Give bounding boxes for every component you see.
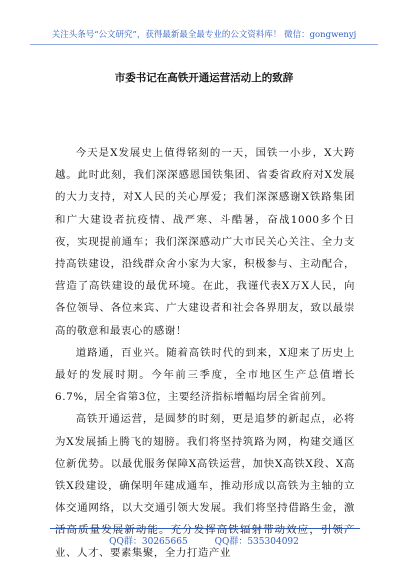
- document-body: [55, 142, 355, 564]
- paragraph: 道路通，百业兴。随着高铁时代的到来，X迎来了历史上最好的发展时期。今年前三季度，全市地区生产总值增长6.7%，居全省第3位，主要经济指标增幅均居全省前列。: [55, 346, 355, 404]
- header-divider: [30, 44, 378, 45]
- document-title: 市委书记在高铁开通运营活动上的致辞: [114, 72, 294, 84]
- footer-contact: [0, 534, 408, 547]
- qq-group-1: QQ群：30265665: [109, 537, 188, 547]
- footer-divider: [50, 528, 360, 529]
- paragraph: 今天是X发展史上值得铭刻的一天，国铁一小步，X大跨越。此时此刻，我们深深感恩国铁集团、省委省政府对X发展的大力支持，对X人民的关心厚爱；我们深深感谢X铁路集团和广大建设者抗疫情、战严寒、斗酷暑，奋战1000多个日夜，实现提前通车；我们深深感动广大市民关心关注、全力支持高铁建设，沿线群众舍小家为大家，积极参与、主动配合，营造了高铁建设的最优环境。在此，我谨代表X万X人民，向各位领导、各位来宾、广大建设者和社会各界朋友，致以最崇高的敬意和最衷心的感谢！: [55, 147, 355, 337]
- header-note: 关注头条号“公文研究”，获得最新最全最专业的公文资料库！ 微信：gongwenyj: [51, 30, 357, 40]
- qq-group-2: QQ群：535304092: [214, 537, 299, 547]
- paragraph: 高铁开通运营，是圆梦的时刻，更是追梦的新起点，必将为X发展插上腾飞的翅膀。我们将坚持筑路为网，构建交通区位新优势。以最优服务保障X高铁运营，加快X高铁X段、X高铁X段建设，确保明年建成通车，推动形成以高铁为主轴的立体交通网络，以大交通引领大发展。我们将坚持借路生金，激活高质量发展新动能。充分发挥高铁辐射带动效应，引领产业、人才、要素集聚，全力打造产业: [55, 413, 355, 559]
